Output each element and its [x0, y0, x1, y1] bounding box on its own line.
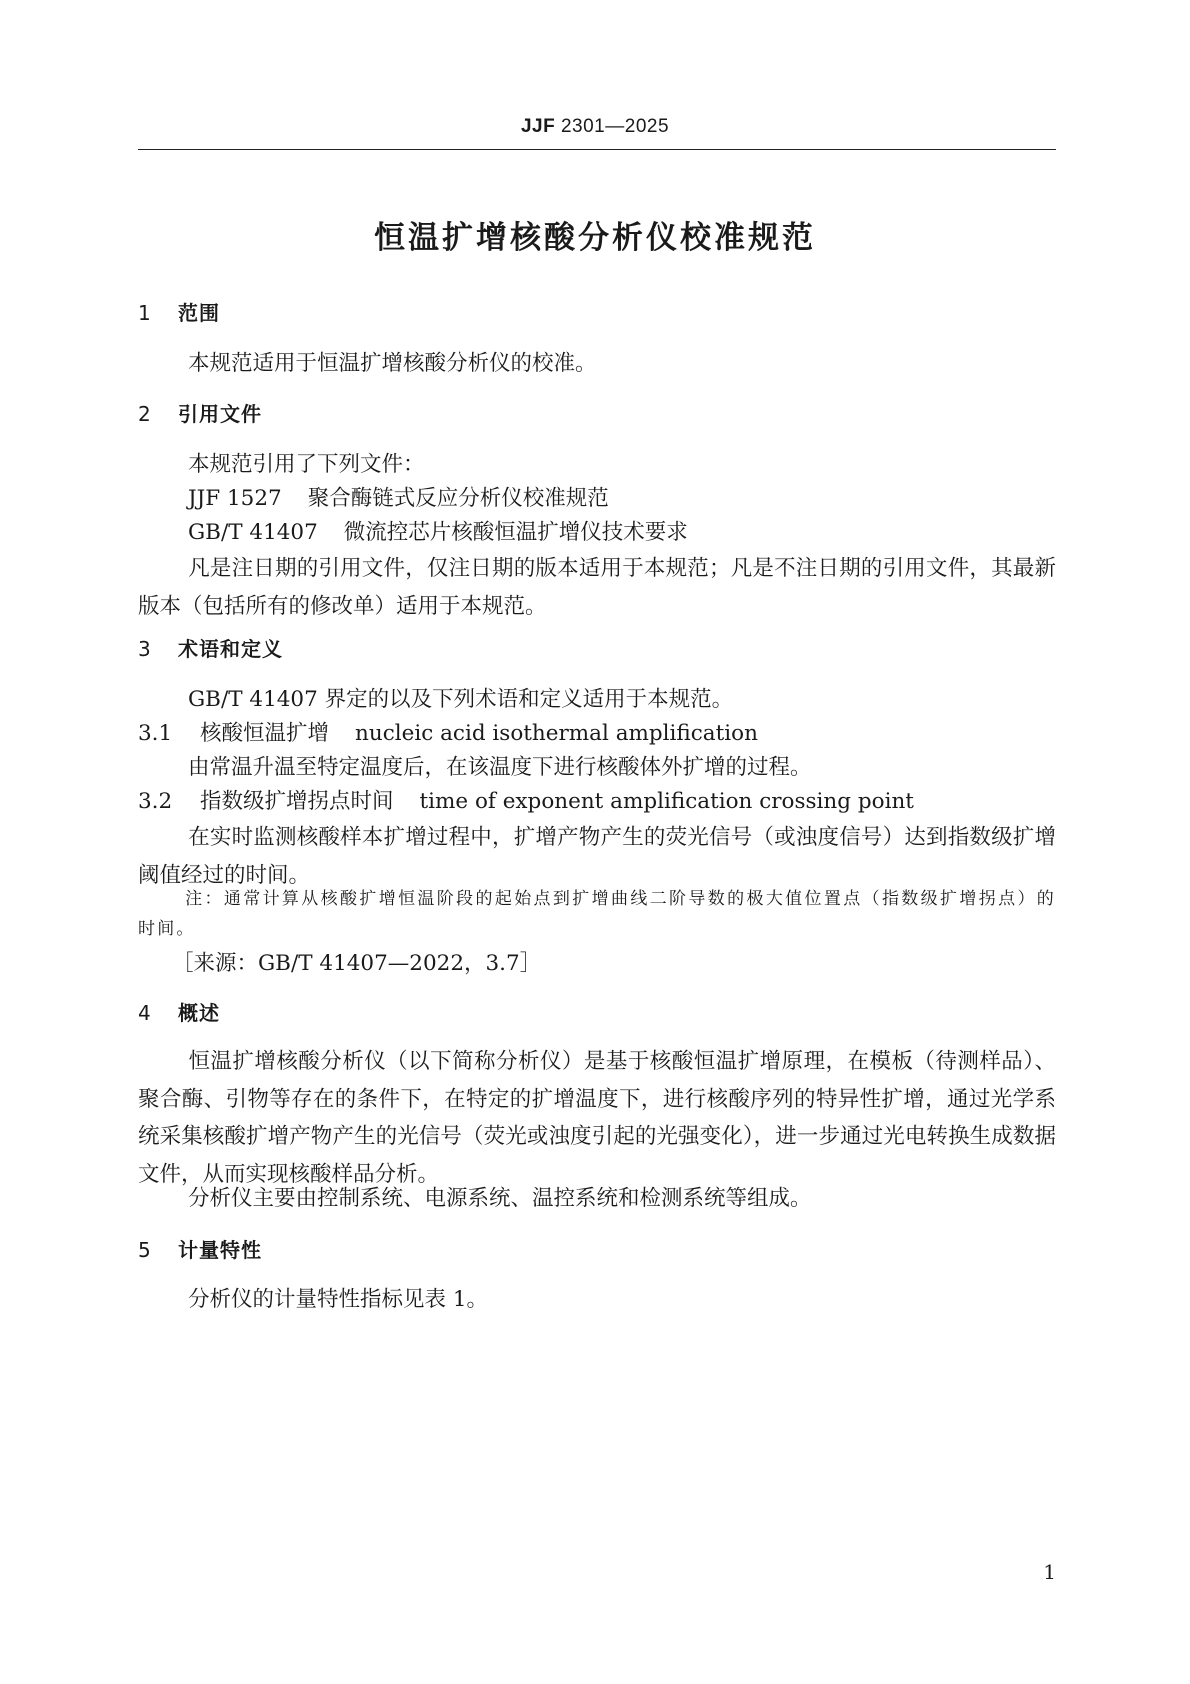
- reference-code: JJF 1527: [188, 486, 282, 511]
- term-zh: 核酸恒温扩增: [200, 721, 330, 746]
- section-title: 引用文件: [178, 402, 262, 426]
- section-4-paragraph-1: 恒温扩增核酸分析仪（以下简称分析仪）是基于核酸恒温扩增原理，在模板（待测样品）、聚合酶、引物等存在的条件下，在特定的扩增温度下，进行核酸序列的特异性扩增，通过光学系统采集核酸扩增产物产生的光信号（荧光或浊度引起的光强变化），进一步通过光电转换生成数据文件，从而实现核酸样品分析。: [138, 1049, 1056, 1187]
- section-title: 计量特性: [178, 1238, 262, 1262]
- reference-name: 聚合酶链式反应分析仪校准规范: [307, 486, 609, 511]
- term-number: 3.2: [138, 789, 173, 814]
- term-en: time of exponent amplification crossing point: [419, 789, 914, 814]
- section-number: 1: [138, 301, 152, 325]
- term-en: nucleic acid isothermal amplification: [355, 721, 758, 746]
- running-header: [0, 116, 1190, 138]
- section-1-heading: [138, 298, 220, 328]
- section-2-intro: 本规范引用了下列文件：: [188, 452, 425, 477]
- section-number: 3: [138, 637, 152, 661]
- reference-name: 微流控芯片核酸恒温扩增仪技术要求: [343, 520, 688, 545]
- section-1-body: 本规范适用于恒温扩增核酸分析仪的校准。: [188, 351, 597, 376]
- term-number: 3.1: [138, 721, 173, 746]
- reference-code: GB/T 41407: [188, 520, 318, 545]
- document-title: 恒温扩增核酸分析仪校准规范: [374, 220, 816, 256]
- section-3-intro: GB/T 41407 界定的以及下列术语和定义适用于本规范。: [188, 687, 734, 712]
- reference-item: [188, 484, 609, 514]
- section-5-body: 分析仪的计量特性指标见表 1。: [188, 1287, 489, 1312]
- term-source: ［来源：GB/T 41407—2022，3.7］: [172, 951, 542, 976]
- section-number: 5: [138, 1238, 152, 1262]
- section-number: 4: [138, 1001, 152, 1025]
- term-note: 注：通常计算从核酸扩增恒温阶段的起始点到扩增曲线二阶导数的极大值位置点（指数级扩增拐点）的时间。: [138, 889, 1056, 939]
- section-title: 术语和定义: [178, 637, 283, 661]
- section-title: 范围: [178, 301, 220, 325]
- section-number: 2: [138, 402, 152, 426]
- section-3-heading: [138, 634, 283, 664]
- term-3-2: [138, 787, 914, 817]
- section-4-heading: [138, 998, 220, 1028]
- term-3-1-definition: 由常温升温至特定温度后，在该温度下进行核酸体外扩增的过程。: [188, 755, 812, 780]
- section-2-paragraph: 凡是注日期的引用文件，仅注日期的版本适用于本规范；凡是不注日期的引用文件，其最新版本（包括所有的修改单）适用于本规范。: [138, 556, 1056, 619]
- header-code-rest: 2301—2025: [555, 116, 670, 137]
- section-4-paragraph-2: 分析仪主要由控制系统、电源系统、温控系统和检测系统等组成。: [188, 1186, 812, 1211]
- section-5-heading: [138, 1235, 262, 1265]
- reference-item: [188, 518, 688, 548]
- page-number: 1: [1043, 1560, 1056, 1584]
- term-zh: 指数级扩增拐点时间: [200, 789, 394, 814]
- term-3-2-definition: 在实时监测核酸样本扩增过程中，扩增产物产生的荧光信号（或浊度信号）达到指数级扩增阈值经过的时间。: [138, 825, 1056, 888]
- term-3-1: [138, 719, 758, 749]
- section-title: 概述: [178, 1001, 220, 1025]
- section-2-heading: [138, 399, 262, 429]
- header-code-prefix: JJF: [520, 116, 556, 137]
- header-rule: [138, 149, 1056, 150]
